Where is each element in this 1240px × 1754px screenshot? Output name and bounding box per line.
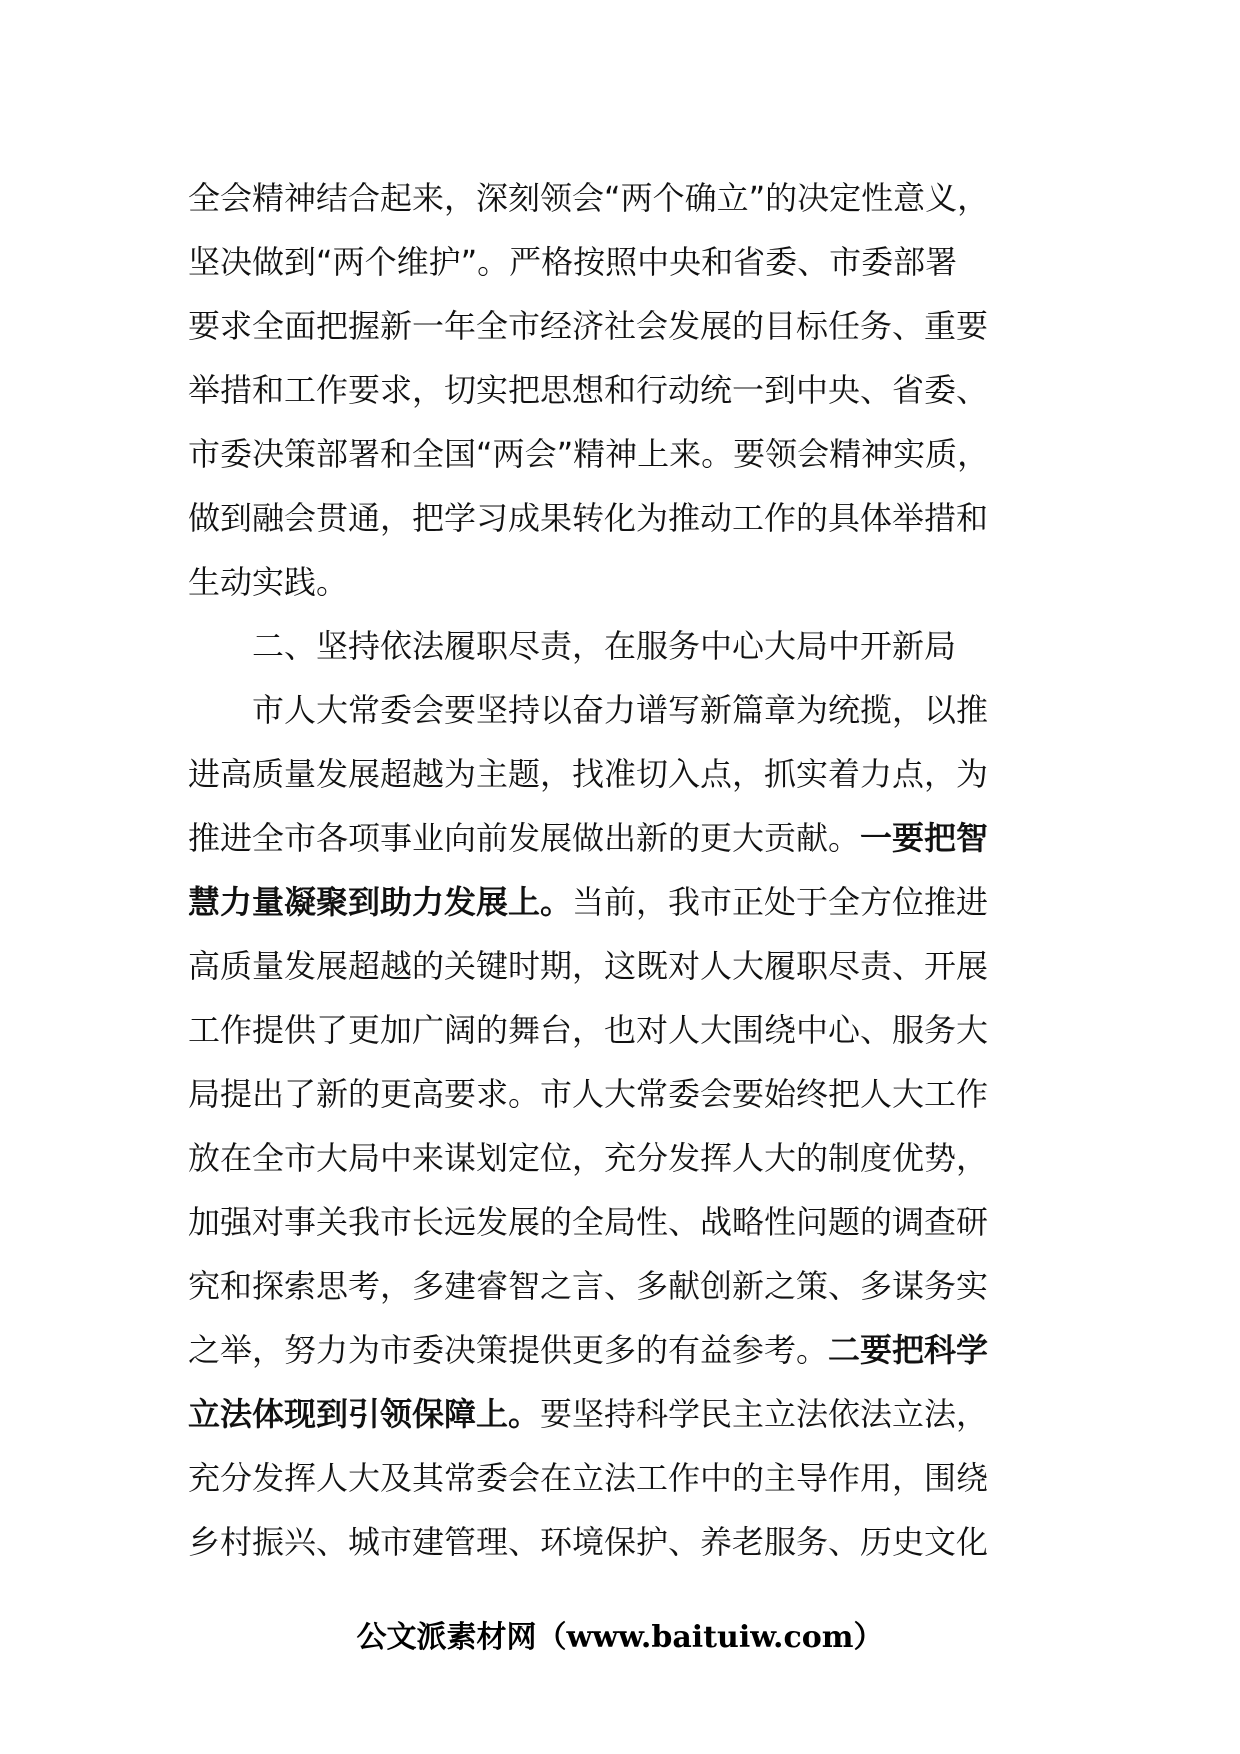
text-line — [188, 230, 1068, 294]
text-run: 市人大常委会要坚持以奋力谱写新篇章为统揽，以推 — [252, 691, 989, 729]
text-run: 市委决策部署和全国“两会”精神上来。要领会精神实质， — [188, 435, 990, 473]
text-run: 全会精神结合起来，深刻领会“两个确立”的决定性意义， — [188, 179, 990, 217]
text-run: 工作提供了更加广阔的舞台，也对人大围绕中心、服务大 — [188, 1011, 989, 1049]
text-run: 二、坚持依法履职尽责，在服务中心大局中开新局 — [252, 627, 957, 665]
text-line — [188, 742, 1068, 806]
text-line — [188, 934, 1068, 998]
bold-text-run: 二要把科学 — [828, 1331, 989, 1369]
text-run: 加强对事关我市长远发展的全局性、战略性问题的调查研 — [188, 1203, 989, 1241]
text-line — [188, 1382, 1068, 1446]
text-line — [188, 998, 1068, 1062]
text-run: 之举，努力为市委决策提供更多的有益参考。 — [188, 1331, 829, 1369]
text-run: 生动实践。 — [188, 563, 349, 601]
footer-watermark: 公文派素材网（www.baituiw.com） — [356, 1620, 884, 1655]
text-line — [188, 1126, 1068, 1190]
text-line — [188, 1190, 1068, 1254]
text-run: 推进全市各项事业向前发展做出新的更大贡献。 — [188, 819, 861, 857]
text-line — [188, 678, 1068, 742]
text-run: 局提出了新的更高要求。市人大常委会要始终把人大工作 — [188, 1075, 989, 1113]
text-line — [188, 870, 1068, 934]
body-text — [188, 166, 1068, 1574]
text-line — [188, 166, 1068, 230]
text-line — [188, 806, 1068, 870]
text-run: 要求全面把握新一年全市经济社会发展的目标任务、重要 — [188, 307, 989, 345]
text-run: 做到融会贯通，把学习成果转化为推动工作的具体举措和 — [188, 499, 989, 537]
text-line — [188, 422, 1068, 486]
text-run: 进高质量发展超越为主题，找准切入点，抓实着力点，为 — [188, 755, 989, 793]
bold-text-run: 一要把智 — [860, 819, 989, 857]
text-line — [188, 294, 1068, 358]
text-run: 充分发挥人大及其常委会在立法工作中的主导作用，围绕 — [188, 1459, 989, 1497]
text-run: 坚决做到“两个维护”。严格按照中央和省委、市委部署 — [188, 243, 958, 281]
text-line — [188, 1062, 1068, 1126]
text-line — [188, 1254, 1068, 1318]
text-line — [188, 1446, 1068, 1510]
text-line — [188, 486, 1068, 550]
text-line — [188, 614, 1068, 678]
text-run: 举措和工作要求，切实把思想和行动统一到中央、省委、 — [188, 371, 989, 409]
text-run: 放在全市大局中来谋划定位，充分发挥人大的制度优势， — [188, 1139, 989, 1177]
bold-text-run: 慧力量凝聚到助力发展上。 — [188, 883, 573, 921]
text-line — [188, 1510, 1068, 1574]
text-run: 当前，我市正处于全方位推进 — [572, 883, 989, 921]
text-run: 高质量发展超越的关键时期，这既对人大履职尽责、开展 — [188, 947, 989, 985]
bold-text-run: 立法体现到引领保障上。 — [188, 1395, 541, 1433]
text-run: 究和探索思考，多建睿智之言、多献创新之策、多谋务实 — [188, 1267, 989, 1305]
text-run: 要坚持科学民主立法依法立法， — [540, 1395, 989, 1433]
text-line — [188, 550, 1068, 614]
text-line — [188, 1318, 1068, 1382]
text-run: 乡村振兴、城市建管理、环境保护、养老服务、历史文化 — [188, 1523, 989, 1561]
text-line — [188, 358, 1068, 422]
